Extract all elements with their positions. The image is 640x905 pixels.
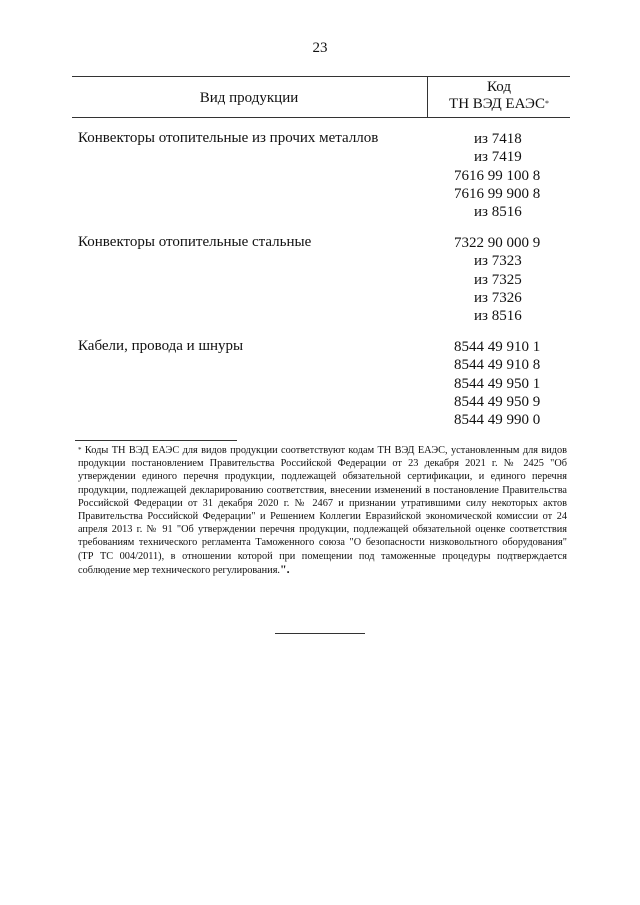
product-name: Конвекторы отопительные из прочих металлов bbox=[78, 130, 379, 146]
code-list bbox=[428, 130, 570, 221]
header-code-footnote-mark: * bbox=[544, 99, 549, 108]
code-item: из 7325 bbox=[474, 271, 522, 288]
header-code bbox=[428, 77, 570, 119]
header-code-line2 bbox=[428, 96, 570, 113]
header-code-label: ТН ВЭД ЕАЭС bbox=[449, 96, 545, 112]
code-item: из 8516 bbox=[474, 204, 522, 221]
code-item: из 7323 bbox=[474, 253, 522, 270]
table-header bbox=[72, 76, 570, 118]
code-item: 8544 49 990 0 bbox=[454, 412, 541, 429]
header-product-type: Вид продукции bbox=[199, 89, 299, 106]
code-item: из 7326 bbox=[474, 289, 522, 306]
footnote-text: Коды ТН ВЭД ЕАЭС для видов продукции соответствуют кодам ТН ВЭД ЕАЭС, установленным для видов продукции постановлением Правительства Российской Федерации от 23 декабря 2021 г. № 2425 "Об утверждении единого перечня продукции, подлежащей обязательной сертификации, и единого перечня продукции, подлежащей декларированию соответствия, внесении изменений в постановление Правительства Российской Федерации от 31 декабря 2020 г. № 2467 и признании утратившими силу некоторых актов Правительства Российской Федерации" и Решением Коллегии Евразийской экономической комиссии от 24 апреля 2013 г. № 91 "Об утверждении перечня продукции, подлежащей обязательной оценке соответствия требованиям технического регламента Таможенного союза "О безопасности низковольтного оборудования" (ТР ТС 004/2011), в отношении которой при помещении под таможенные процедуры подтверждается соблюдение мер технического регулирования. bbox=[78, 445, 567, 576]
code-list bbox=[428, 234, 570, 325]
header-code-line1: Код bbox=[487, 79, 511, 95]
code-list bbox=[428, 338, 570, 429]
code-item: из 7419 bbox=[474, 149, 522, 166]
code-item: 7616 99 900 8 bbox=[454, 185, 541, 202]
footnote-separator bbox=[75, 440, 237, 441]
code-item: 7616 99 100 8 bbox=[454, 167, 541, 184]
code-item: 8544 49 950 9 bbox=[454, 393, 541, 410]
footnote-end-mark: ". bbox=[280, 561, 290, 576]
footnote bbox=[78, 444, 567, 577]
code-item: 8544 49 910 8 bbox=[454, 357, 541, 374]
footnote-mark: * bbox=[78, 446, 82, 454]
code-item: из 7418 bbox=[474, 131, 522, 147]
product-name: Кабели, провода и шнуры bbox=[78, 338, 244, 354]
code-item: 7322 90 000 9 bbox=[454, 235, 541, 251]
code-item: 8544 49 950 1 bbox=[454, 375, 541, 392]
code-item: 8544 49 910 1 bbox=[454, 339, 541, 355]
closing-line bbox=[275, 633, 365, 634]
page-number: 23 bbox=[312, 40, 328, 56]
product-name: Конвекторы отопительные стальные bbox=[78, 234, 312, 250]
code-item: из 8516 bbox=[474, 308, 522, 325]
